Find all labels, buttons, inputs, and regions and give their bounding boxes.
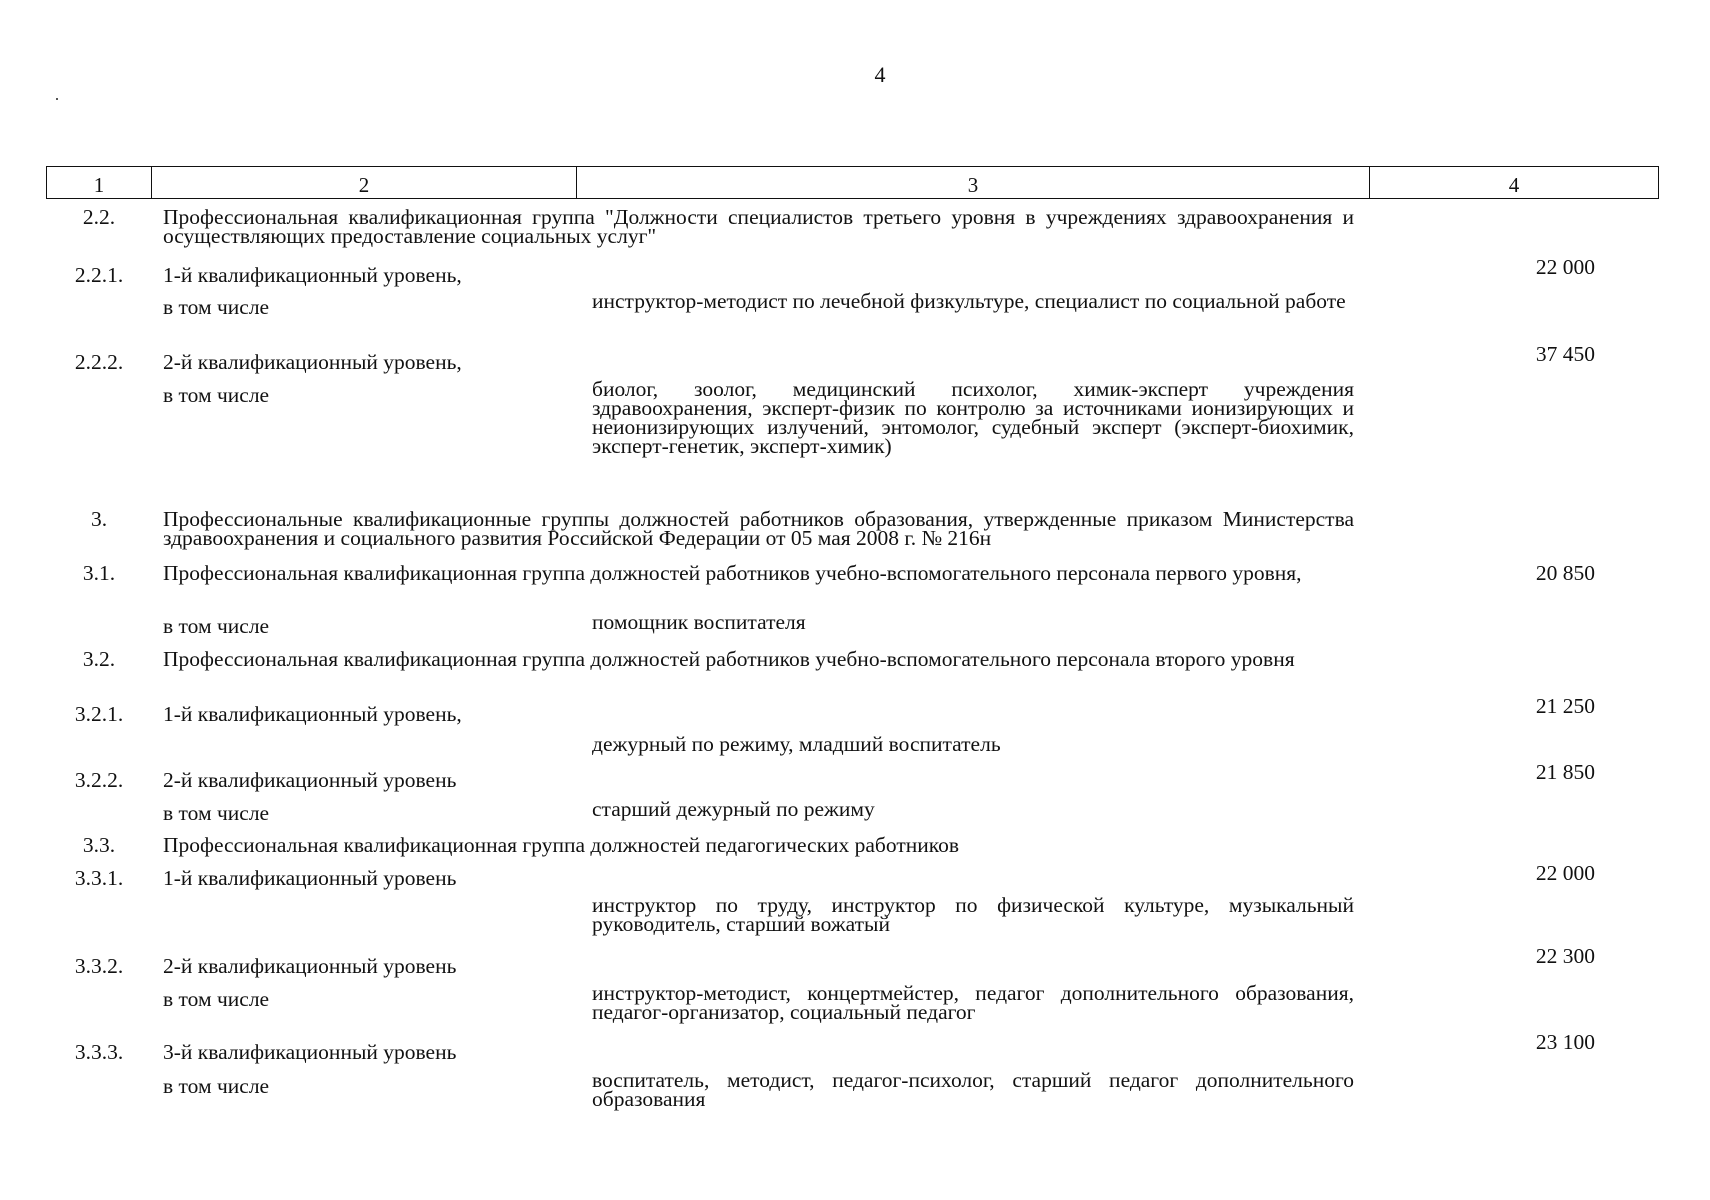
row-number: 2.2. xyxy=(82,205,116,229)
level-name: 2-й квалификационный уровень xyxy=(163,768,457,792)
row-number: 3.2.2. xyxy=(74,768,124,792)
positions-list: дежурный по режиму, младший воспитатель xyxy=(592,732,1001,756)
salary-value: 20 850 xyxy=(1535,561,1595,585)
group-title: Профессиональная квалификационная группа "Должности специалистов третьего уровня в учреждениях здравоохранения и осуществляющих предоставление социальных услуг" xyxy=(163,205,1354,248)
group-title: Профессиональная квалификационная группа должностей работников учебно-вспомогательного персонала второго уровня xyxy=(163,647,1295,671)
row-number: 3.3.1. xyxy=(74,866,124,890)
scan-speck xyxy=(56,98,58,100)
including-label: в том числе xyxy=(163,614,270,638)
including-label: в том числе xyxy=(163,383,270,407)
salary-value: 21 250 xyxy=(1535,694,1595,718)
including-label: в том числе xyxy=(163,987,270,1011)
row-number: 3.1. xyxy=(82,561,116,585)
salary-value: 22 000 xyxy=(1535,861,1595,885)
salary-value: 22 300 xyxy=(1535,944,1595,968)
level-name: 1-й квалификационный уровень, xyxy=(163,702,462,726)
level-name: 2-й квалификационный уровень, xyxy=(163,350,462,374)
positions-list: воспитатель, методист, педагог-психолог, старший педагог дополнительного образования xyxy=(592,1068,1354,1111)
group-title: Профессиональные квалификационные группы должностей работников образования, утвержденные приказом Министерства здравоохранения и социального развития Российской Федерации от 05 мая 2008 г. № 216н xyxy=(163,507,1354,550)
positions-list: помощник воспитателя xyxy=(592,610,806,634)
row-number: 2.2.1. xyxy=(74,263,124,287)
group-title: Профессиональная квалификационная группа должностей работников учебно-вспомогательного персонала первого уровня, xyxy=(163,561,1302,585)
page-number: 4 xyxy=(874,62,886,87)
column-header-2: 2 xyxy=(152,167,577,199)
positions-list: инструктор-методист, концертмейстер, педагог дополнительного образования, педагог-организатор, социальный педагог xyxy=(592,981,1354,1024)
level-name: 3-й квалификационный уровень xyxy=(163,1040,457,1064)
column-header-1: 1 xyxy=(47,167,152,199)
including-label: в том числе xyxy=(163,801,270,825)
row-number: 2.2.2. xyxy=(74,350,124,374)
level-name: 2-й квалификационный уровень xyxy=(163,954,457,978)
row-number: 3.2.1. xyxy=(74,702,124,726)
row-number: 3.3.3. xyxy=(74,1040,124,1064)
including-label: в том числе xyxy=(163,295,270,319)
salary-value: 21 850 xyxy=(1535,760,1595,784)
positions-list: инструктор по труду, инструктор по физической культуре, музыкальный руководитель, старший вожатый xyxy=(592,893,1354,936)
column-header-4: 4 xyxy=(1370,167,1659,199)
salary-value: 22 000 xyxy=(1535,255,1595,279)
positions-list: биолог, зоолог, медицинский психолог, химик-эксперт учреждения здравоохранения, эксперт-физик по контролю за источниками ионизирующих и неионизирующих излучений, энтомолог, судебный эксперт (эксперт-биохимик, эксперт-генетик, эксперт-химик) xyxy=(592,377,1354,458)
row-number: 3. xyxy=(90,507,108,531)
row-number: 3.2. xyxy=(82,647,116,671)
salary-value: 37 450 xyxy=(1535,342,1595,366)
positions-list: инструктор-методист по лечебной физкультуре, специалист по социальной работе xyxy=(592,289,1346,313)
positions-list: старший дежурный по режиму xyxy=(592,797,875,821)
level-name: 1-й квалификационный уровень, xyxy=(163,263,462,287)
column-header-table xyxy=(46,166,1659,199)
row-number: 3.3.2. xyxy=(74,954,124,978)
level-name: 1-й квалификационный уровень xyxy=(163,866,457,890)
salary-value: 23 100 xyxy=(1535,1030,1595,1054)
group-title: Профессиональная квалификационная группа должностей педагогических работников xyxy=(163,833,960,857)
including-label: в том числе xyxy=(163,1074,270,1098)
row-number: 3.3. xyxy=(82,833,116,857)
column-header-3: 3 xyxy=(577,167,1370,199)
